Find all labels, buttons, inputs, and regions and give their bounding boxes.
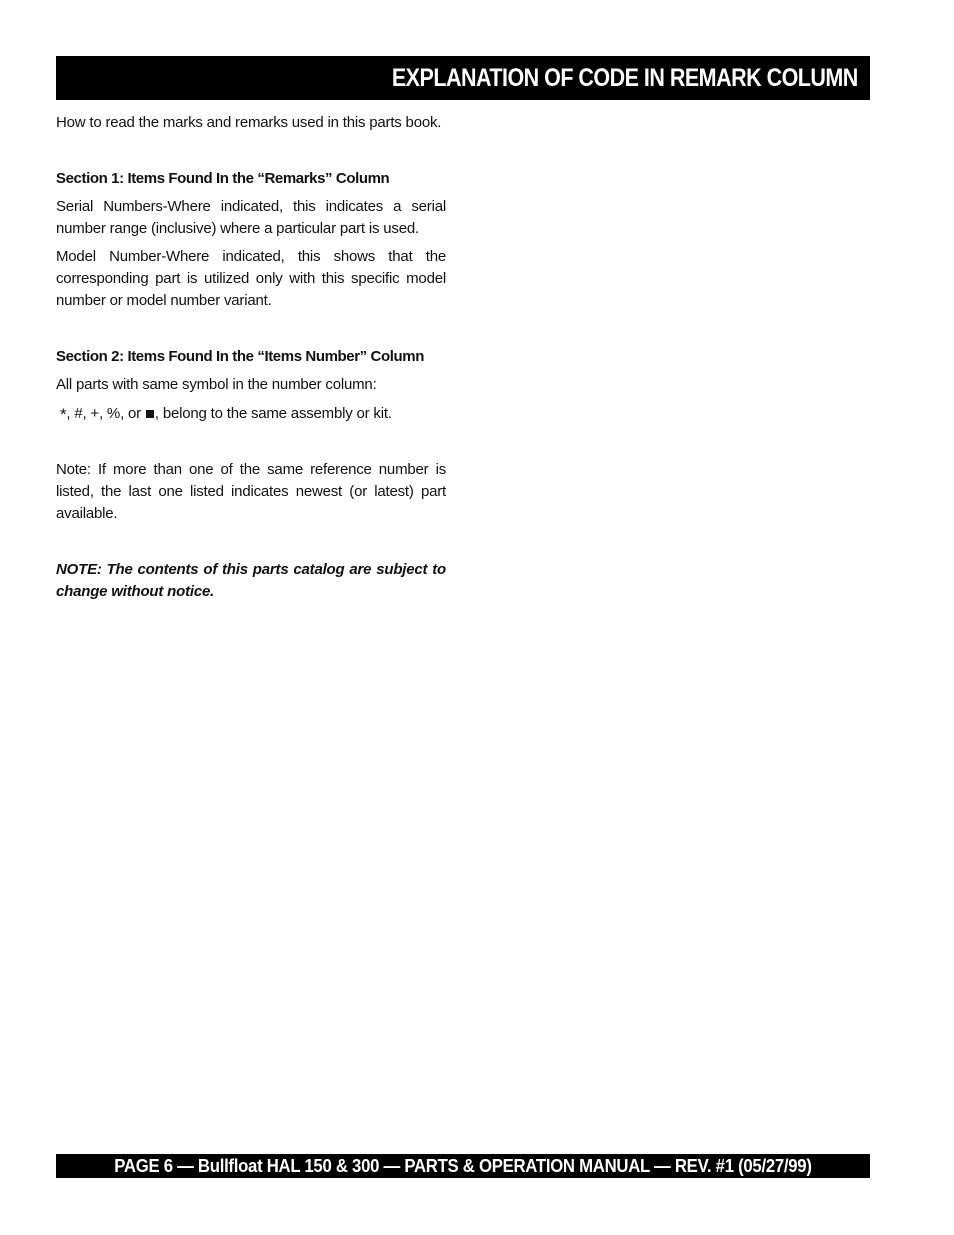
explanation-content bbox=[56, 112, 446, 603]
note-paragraph: Note: If more than one of the same reference number is listed, the last one listed indicates newest (or latest) part available. bbox=[56, 461, 446, 522]
black-square-icon bbox=[146, 410, 154, 418]
model-number-paragraph: Model Number-Where indicated, this shows that the corresponding part is utilized only with this specific model number or model number variant. bbox=[56, 248, 446, 309]
section-1 bbox=[56, 168, 446, 312]
section-2-heading: Section 2: Items Found In the “Items Number” Column bbox=[56, 348, 424, 365]
asterisk-symbol: * bbox=[60, 405, 67, 424]
section-2 bbox=[56, 346, 446, 425]
page-footer-bar bbox=[56, 1154, 870, 1178]
footer-text: PAGE 6 — Bullfloat HAL 150 & 300 — PARTS & OPERATION MANUAL — REV. #1 (05/27/99) bbox=[114, 1155, 812, 1176]
symbols-tail-text: , belong to the same assembly or kit. bbox=[154, 405, 392, 422]
change-notice: NOTE: The contents of this parts catalog are subject to change without notice. bbox=[56, 561, 446, 600]
page-header-bar bbox=[56, 56, 870, 100]
serial-numbers-paragraph: Serial Numbers-Where indicated, this indicates a serial number range (inclusive) where a particular part is used. bbox=[56, 198, 446, 237]
page-title: EXPLANATION OF CODE IN REMARK COLUMN bbox=[392, 63, 858, 92]
all-parts-paragraph: All parts with same symbol in the number column: bbox=[56, 376, 377, 393]
section-1-heading: Section 1: Items Found In the “Remarks” Column bbox=[56, 170, 390, 187]
symbols-paragraph bbox=[56, 402, 446, 425]
symbols-middle-text: , #, +, %, or bbox=[66, 405, 145, 422]
intro-paragraph: How to read the marks and remarks used in this parts book. bbox=[56, 114, 442, 131]
